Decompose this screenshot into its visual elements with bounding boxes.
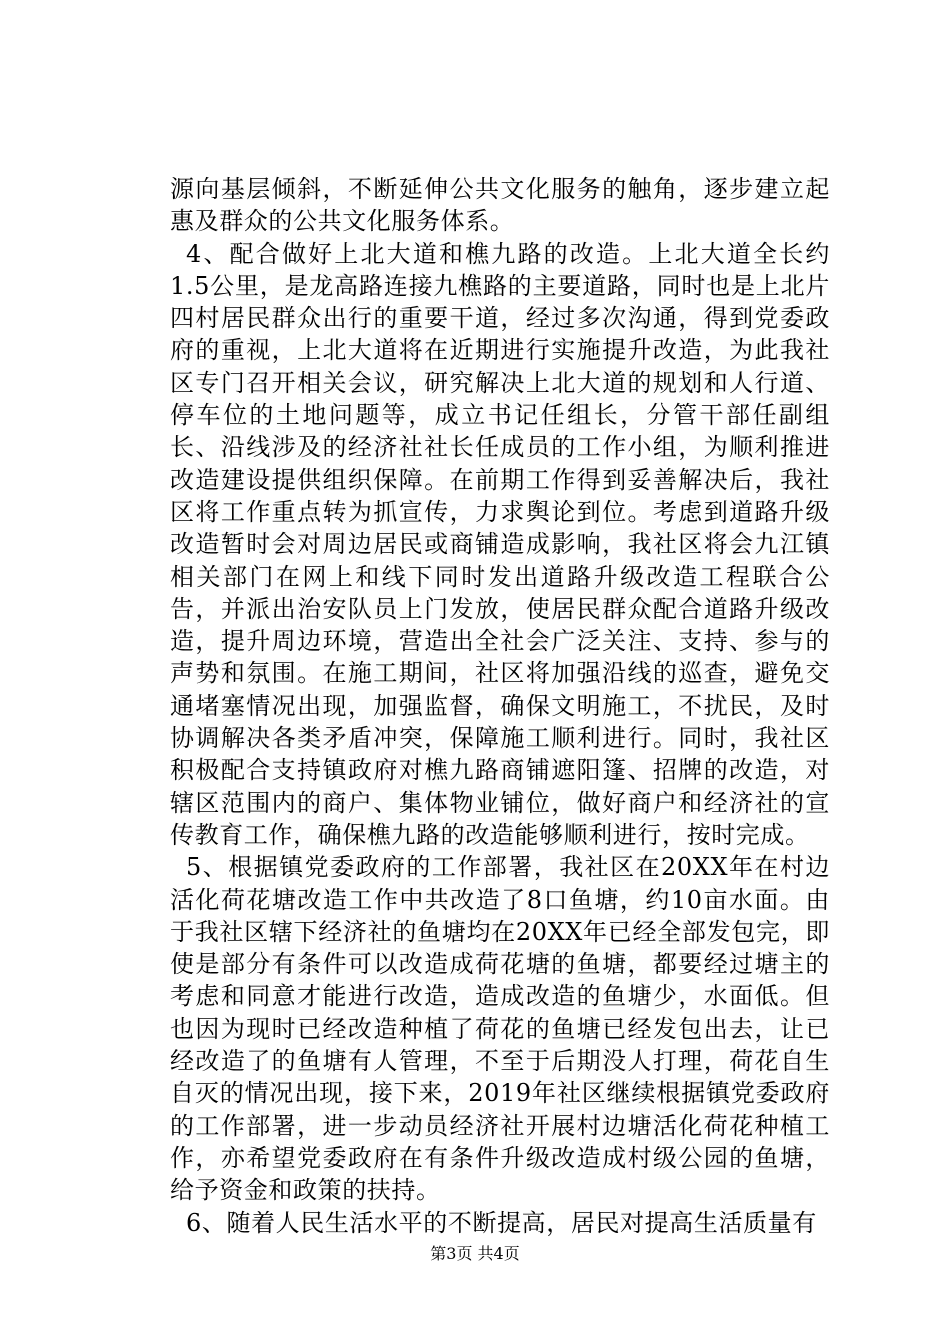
paragraph-1: 源向基层倾斜，不断延伸公共文化服务的触角，逐步建立起惠及群众的公共文化服务体系。 <box>170 175 830 236</box>
paragraph-2: 4、配合做好上北大道和樵九路的改造。上北大道全长约1.5公里，是龙高路连接九樵路的主要道路，同时也是上北片四村居民群众出行的重要干道，经过多次沟通，得到党委政府的重视，上北大道将在近期进行实施提升改造，为此我社区专门召开相关会议，研究解决上北大道的规划和人行道、停车位的土地问题等，成立书记任组长，分管干部任副组长、沿线涉及的经济社社长任成员的工作小组，为顺利推进改造建设提供组织保障。在前期工作得到妥善解决后，我社区将工作重点转为抓宣传，力求舆论到位。考虑到道路升级改造暂时会对周边居民或商铺造成影响，我社区将会九江镇相关部门在网上和线下同时发出道路升级改造工程联合公告，并派出治安队员上门发放，使居民群众配合道路升级改造，提升周边环境，营造出全社会广泛关注、支持、参与的声势和氛围。在施工期间，社区将加强沿线的巡查，避免交通堵塞情况出现，加强监督，确保文明施工，不扰民，及时协调解决各类矛盾冲突，保障施工顺利进行。同时，我社区积极配合支持镇政府对樵九路商铺遮阳篷、招牌的改造，对辖区范围内的商户、集体物业铺位，做好商户和经济社的宣传教育工作，确保樵九路的改造能够顺利进行，按时完成。 <box>170 239 830 849</box>
page-footer: 第3页 共4页 <box>430 1244 520 1263</box>
paragraph-3: 5、根据镇党委政府的工作部署，我社区在20XX年在村边活化荷花塘改造工作中共改造了8口鱼塘，约10亩水面。由于我社区辖下经济社的鱼塘均在20XX年已经全部发包完，即使是部分有条件可以改造成荷花塘的鱼塘，都要经过塘主的考虑和同意才能进行改造，造成改造的鱼塘少，水面低。但也因为现时已经改造种植了荷花的鱼塘已经发包出去，让已经改造了的鱼塘有人管理，不至于后期没人打理，荷花自生自灭的情况出现，接下来，2019年社区继续根据镇党委政府的工作部署，进一步动员经济社开展村边塘活化荷花种植工作，亦希望党委政府在有条件升级改造成村级公园的鱼塘，给予资金和政策的扶持。 <box>170 853 830 1205</box>
paragraph-4: 6、随着人民生活水平的不断提高，居民对提高生活质量有 <box>186 1208 817 1237</box>
document-body <box>170 173 830 1239</box>
